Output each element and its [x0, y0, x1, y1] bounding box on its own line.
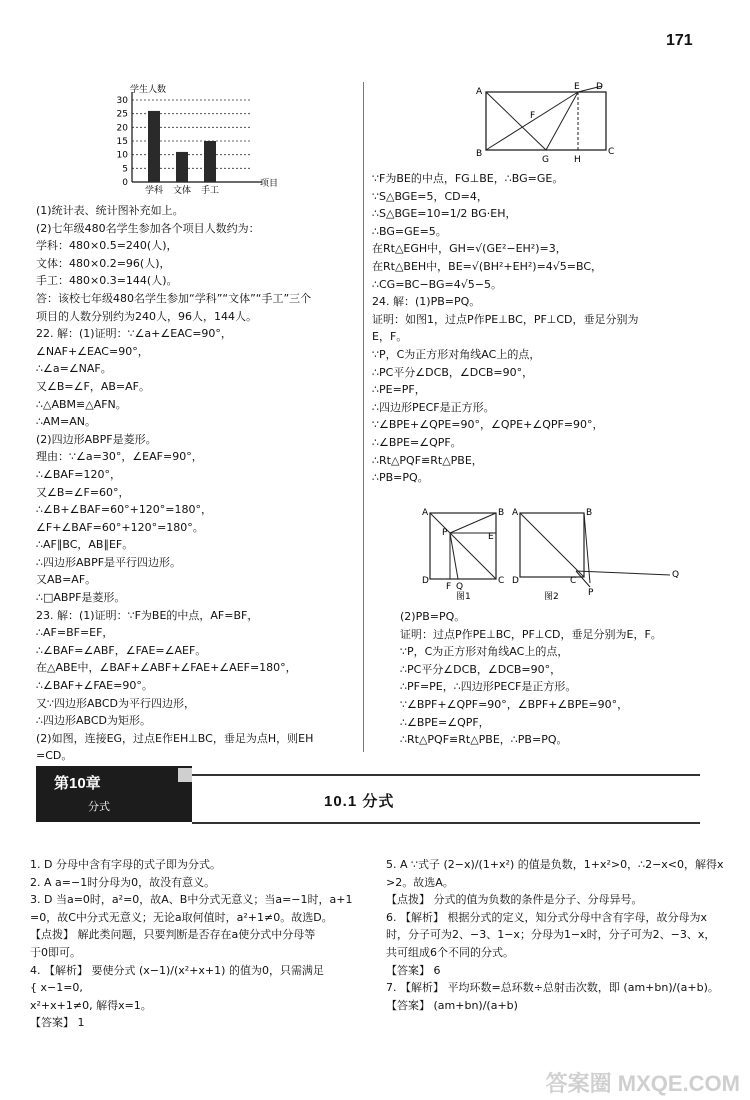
label-g: G: [542, 155, 549, 165]
right-column-line: ∴∠BPE=∠QPF。: [372, 435, 462, 449]
f2-label-b: B: [586, 508, 593, 518]
bottom-left-line: 1. D 分母中含有字母的式子即为分式。: [30, 858, 221, 871]
right-column-line: E，F。: [372, 330, 408, 344]
column-divider: [363, 82, 364, 752]
bottom-right-line: 时，分子可为2、−3、1−x；分母为1−x时，分子可为2、−3、x，: [386, 928, 716, 942]
left-column-line: (2)如图，连接EG，过点E作EH⊥BC，垂足为点H，则EH: [36, 731, 314, 745]
left-column-line: ∴AF∥BC，AB∥EF。: [36, 538, 134, 552]
chapter-tab: [178, 768, 192, 782]
y-axis-title: 学生人数: [130, 85, 167, 95]
left-column-line: 又AB=AF。: [36, 573, 97, 587]
bottom-left-line: 【答案】 1: [30, 1016, 85, 1030]
chapter-title: 第10章: [54, 775, 101, 792]
right-column-line: ∴CG=BC−BG=4√5−5。: [372, 277, 502, 291]
right-column-line: ∴Rt△PQF≌Rt△PBE，: [372, 453, 483, 467]
right-column-line: ∵∠BPE+∠QPE=90°，∠QPE+∠QPF=90°，: [372, 418, 604, 432]
f1-label-c: C: [498, 576, 505, 586]
f2-label-p: P: [588, 588, 594, 598]
left-column-line: ∴AM=AN。: [36, 415, 96, 429]
chapter-subtitle: 分式: [88, 800, 110, 813]
right-column-line: ∴PE=PF，: [372, 383, 426, 397]
left-column-line: 学科：480×0.5=240(人)，: [36, 239, 178, 253]
bottom-left-line: 3. D 当a=0时，a²=0，故A、B中分式无意义；当a=−1时，a+1: [30, 893, 353, 907]
f1-label-p: P: [442, 528, 448, 538]
section-title: 10.1 分式: [324, 793, 395, 810]
label-b: B: [476, 149, 483, 159]
right-column-line: ∵P，C为正方形对角线AC上的点，: [372, 347, 541, 361]
label-d: D: [596, 82, 603, 92]
left-column-line: ∴□ABPF是菱形。: [36, 591, 126, 605]
right-column-b-line: ∴Rt△PQF≌Rt△PBE，∴PB=PQ。: [400, 733, 568, 747]
bottom-right-line: 【答案】 (am+bn)/(a+b): [386, 998, 518, 1012]
left-column-line: ∴∠BAF=120°，: [36, 467, 121, 481]
category-label: 文体: [172, 186, 192, 196]
bottom-right-line: 5. A ∵式子 (2−x)/(1+x²) 的值是负数，1+x²>0，∴2−x<0，解得x: [386, 858, 724, 871]
left-column-line: 理由：∵∠a=30°，∠EAF=90°，: [36, 450, 203, 464]
right-column-b-line: ∵∠BPF+∠QPF=90°，∠BPF+∠BPE=90°，: [400, 697, 629, 711]
right-column-line: ∴PB=PQ。: [372, 471, 429, 485]
bottom-right-line: 共可组成6个不同的分式。: [386, 945, 514, 959]
category-label: 手工: [200, 186, 220, 196]
bottom-left-line: { x−1=0,: [30, 981, 83, 995]
left-column-line: ∴∠a=∠NAF。: [36, 362, 112, 376]
left-column-line: 又∠B=∠F，AB=AF。: [36, 379, 150, 393]
y-tick-label: 5: [122, 164, 128, 175]
f1-label-e: E: [488, 532, 494, 542]
left-column-line: (2)七年级480名学生参加各个项目人数约为：: [36, 221, 260, 235]
bar: [204, 141, 216, 182]
f2-label-a: A: [512, 508, 519, 518]
page-number: 171: [666, 32, 693, 49]
figure-1-caption: 图1: [456, 592, 471, 601]
figure-2-caption: 图2: [544, 592, 559, 601]
bar-chart: [108, 84, 278, 196]
right-column-line: 证明：如图1，过点P作PE⊥BC，PF⊥CD，垂足分别为: [372, 312, 639, 326]
right-column-b-line: ∴∠BPE=∠QPF，: [400, 715, 490, 729]
bottom-right-line: 【点拨】 分式的值为负数的条件是分子、分母异号。: [386, 893, 643, 907]
left-column-line: (2)四边形ABPF是菱形。: [36, 432, 157, 446]
left-column-line: ∠NAF+∠EAC=90°，: [36, 344, 149, 358]
f1-label-q: Q: [456, 582, 464, 592]
left-column: [36, 202, 354, 765]
left-column-line: 22. 解：(1)证明：∵∠a+∠EAC=90°，: [36, 327, 232, 341]
y-tick-label: 15: [116, 137, 128, 147]
f1-label-f: F: [446, 582, 452, 592]
f1-label-b: B: [498, 508, 505, 518]
banner-top-line: [192, 774, 700, 776]
bottom-left-line: x²+x+1≠0, 解得x=1。: [30, 998, 152, 1012]
right-column-line: ∴BG=GE=5。: [372, 224, 447, 238]
watermark: 答案圈 MXQE.COM: [545, 1071, 740, 1096]
label-e: E: [574, 82, 580, 92]
y-tick-label: 30: [116, 96, 128, 106]
bar: [148, 111, 160, 182]
left-column-line: (1)统计表、统计图补充如上。: [36, 204, 184, 217]
right-column-line: ∵S△BGE=5，CD=4，: [372, 189, 488, 203]
bottom-left-line: 【点拨】 解此类问题，只要判断是否存在a使分式中分母等: [30, 928, 316, 942]
bottom-left-line: 4. 【解析】 要使分式 (x−1)/(x²+x+1) 的值为0，只需满足: [30, 963, 324, 977]
left-column-line: 在△ABE中，∠BAF+∠ABF+∠FAE+∠AEF=180°，: [36, 661, 297, 675]
left-column-line: ∴△ABM≌△AFN。: [36, 397, 127, 411]
left-column-line: 23. 解：(1)证明：∵F为BE的中点，AF=BF，: [36, 608, 259, 622]
bottom-right-column: [386, 856, 724, 1014]
bottom-left-line: 于0即可。: [30, 945, 81, 959]
right-column-b-line: (2)PB=PQ。: [400, 610, 466, 623]
right-column-line: 在Rt△EGH中，GH=√(GE²−EH²)=3，: [372, 242, 567, 256]
left-column-line: ∴四边形ABPF是平行四边形。: [36, 555, 182, 569]
f2-label-d: D: [512, 576, 519, 586]
left-column-line: 手工：480×0.3=144(人)。: [36, 274, 178, 288]
y-tick-label: 0: [122, 178, 128, 188]
f1-label-a: A: [422, 508, 429, 518]
left-column-line: ∠F+∠BAF=60°+120°=180°。: [36, 520, 204, 534]
bottom-right-line: 7. 【解析】 平均环数=总环数÷总射击次数，即 (am+bn)/(a+b)。: [386, 981, 719, 995]
y-tick-label: 25: [116, 109, 128, 120]
label-f: F: [530, 111, 536, 121]
f1-label-d: D: [422, 576, 429, 586]
right-column-line: 在Rt△BEH中，BE=√(BH²+EH²)=4√5=BC，: [372, 259, 603, 273]
right-column-b-line: 证明：过点P作PE⊥BC，PF⊥CD，垂足分别为E，F。: [400, 627, 662, 641]
bottom-left-line: 2. A a=−1时分母为0，故没有意义。: [30, 875, 216, 889]
bottom-right-line: 6. 【解析】 根据分式的定义，知分式分母中含有字母，故分母为x: [386, 910, 707, 924]
left-column-line: 又∠B=∠F=60°，: [36, 485, 130, 499]
bottom-left-column: [30, 856, 360, 1032]
left-column-line: ∴∠B+∠BAF=60°+120°=180°，: [36, 503, 213, 517]
y-tick-label: 20: [116, 123, 128, 134]
geometry-figure-rectangle: [470, 80, 618, 166]
label-c: C: [608, 147, 615, 157]
right-column-b-line: ∵P，C为正方形对角线AC上的点，: [400, 645, 569, 659]
left-column-line: 又∵四边形ABCD为平行四边形，: [36, 696, 196, 710]
right-column-line: ∴PC平分∠DCB，∠DCB=90°，: [372, 365, 534, 379]
left-column-line: 项目的人数分别约为240人，96人，144人。: [36, 309, 257, 323]
y-tick-label: 10: [116, 150, 128, 161]
f2-label-c: C: [570, 576, 577, 586]
left-column-line: ∴四边形ABCD为矩形。: [36, 714, 152, 728]
bar: [176, 152, 188, 182]
left-column-line: ∴∠BAF+∠FAE=90°。: [36, 679, 153, 693]
left-column-line: =CD。: [36, 749, 73, 763]
banner-bottom-line: [192, 822, 700, 824]
right-column-b: [400, 608, 720, 749]
bottom-right-line: 【答案】 6: [386, 963, 441, 977]
label-a: A: [476, 87, 483, 97]
square-figures: [420, 505, 690, 601]
left-column-line: ∴AF=BF=EF，: [36, 626, 114, 640]
f2-label-q: Q: [672, 570, 680, 580]
bottom-right-line: >2。故选A。: [386, 875, 454, 889]
right-column-line: ∴四边形PECF是正方形。: [372, 400, 495, 414]
right-column: [372, 170, 717, 487]
right-column-b-line: ∴PF=PE，∴四边形PECF是正方形。: [400, 680, 577, 694]
right-column-line: 24. 解：(1)PB=PQ。: [372, 295, 481, 309]
x-axis-title: 项目: [260, 179, 278, 189]
bottom-left-line: =0，故C中分式无意义；无论a取何值时，a²+1≠0。故选D。: [30, 910, 333, 924]
category-label: 学科: [144, 186, 164, 196]
left-column-line: 文体：480×0.2=96(人)，: [36, 256, 171, 270]
right-column-line: ∵F为BE的中点，FG⊥BE，∴BG=GE。: [372, 172, 564, 185]
right-column-line: ∴S△BGE=10=1/2 BG·EH，: [372, 207, 517, 221]
left-column-line: 答：该校七年级480名学生参加“学科”“文体”“手工”三个: [36, 291, 312, 305]
right-column-b-line: ∴PC平分∠DCB，∠DCB=90°，: [400, 662, 562, 676]
left-column-line: ∴∠BAF=∠ABF，∠FAE=∠AEF。: [36, 643, 207, 657]
label-h: H: [574, 155, 581, 165]
